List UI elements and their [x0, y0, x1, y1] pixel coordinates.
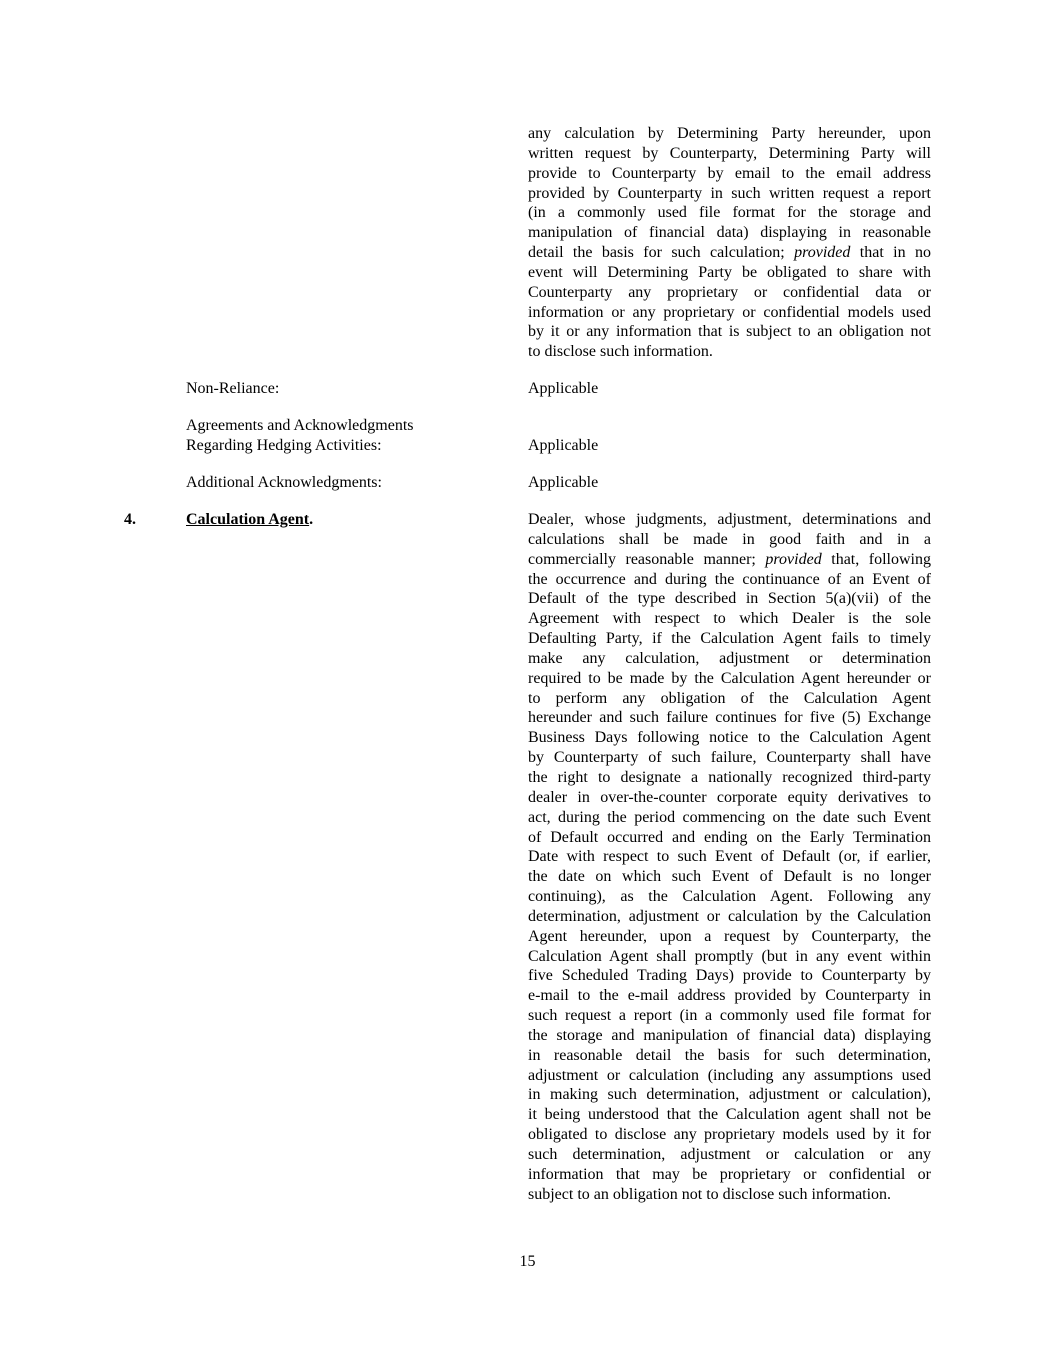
section-title-period: .: [309, 511, 314, 528]
calculation-agent-paragraph-line: act, during the period commencing on the date such Event: [528, 808, 931, 826]
page-number: 15: [519, 1253, 536, 1270]
calculation-agent-paragraph-line: Business Days following notice to the Calculation Agent: [528, 729, 931, 747]
calculation-agent-paragraph-line: determination, adjustment or calculation by the Calculation: [528, 907, 931, 925]
calculation-agent-paragraph-line: e-mail to the e-mail address provided by Counterparty in: [528, 987, 931, 1005]
calculation-agent-paragraph-line: in reasonable detail the basis for such determination,: [528, 1046, 931, 1064]
continued-paragraph: [528, 124, 931, 362]
continued-paragraph-line: event will Determining Party be obligated to share with: [528, 263, 931, 281]
calculation-agent-paragraph-line: Calculation Agent shall promptly (but in any event within: [528, 947, 931, 965]
italic-term: provided: [765, 550, 822, 568]
calculation-agent-paragraph-line: subject to an obligation not to disclose such information.: [528, 1185, 892, 1203]
continued-paragraph-line: any calculation by Determining Party hereunder, upon: [528, 125, 931, 142]
section-number: 4.: [124, 511, 136, 528]
calculation-agent-paragraph-line: Agent hereunder, upon a request by Counterparty, the: [528, 927, 931, 945]
calculation-agent-paragraph-line: the occurrence and during the continuance of an Event of: [528, 570, 931, 588]
calculation-agent-paragraph-line: Date with respect to such Event of Default (or, if earlier,: [528, 848, 931, 866]
calculation-agent-paragraph-line: by Counterparty of such failure, Counterparty shall have: [528, 749, 931, 767]
calculation-agent-paragraph-line: it being understood that the Calculation agent shall not be: [528, 1106, 931, 1124]
calculation-agent-paragraph-line: continuing), as the Calculation Agent. Following any: [528, 888, 931, 906]
calculation-agent-paragraph-line: adjustment or calculation (including any assumptions used: [528, 1066, 931, 1084]
calculation-agent-paragraph-line: to perform any obligation of the Calculation Agent: [528, 689, 931, 707]
continued-paragraph-line: detail the basis for such calculation; provided that in no: [528, 244, 932, 262]
calculation-agent-paragraph-line: the date on which such Event of Default is no longer: [528, 868, 931, 886]
continued-paragraph-line: written request by Counterparty, Determining Party will: [528, 144, 931, 162]
calculation-agent-paragraph-line: of Default occurred and ending on the Early Termination: [528, 828, 931, 846]
continued-paragraph-line: Counterparty any proprietary or confidential data or: [528, 283, 931, 301]
calculation-agent-paragraph-line: Dealer, whose judgments, adjustment, determinations and: [528, 511, 931, 528]
calculation-agent-paragraph-line: information that may be proprietary or confidential or: [528, 1165, 931, 1183]
section-title-text: Calculation Agent: [186, 511, 310, 528]
continued-paragraph-line: (in a commonly used file format for the storage and: [528, 204, 931, 222]
calculation-agent-paragraph-line: the storage and manipulation of financial data) displaying: [528, 1026, 931, 1044]
calculation-agent-paragraph-line: such request a report (in a commonly used file format for: [528, 1007, 931, 1025]
calculation-agent-paragraph-line: commercially reasonable manner; provided that, following: [528, 550, 931, 568]
calculation-agent-paragraph-line: such determination, adjustment or calculation or any: [528, 1146, 931, 1163]
term-label-non-reliance: Non-Reliance:: [186, 380, 280, 397]
term-value-non-reliance: Applicable: [528, 380, 599, 397]
calculation-agent-paragraph-line: dealer in over-the-counter corporate equity derivatives to: [528, 788, 931, 806]
continued-paragraph-line: to disclose such information.: [528, 343, 713, 361]
calculation-agent-paragraph-line: calculations shall be made in good faith and in a: [528, 530, 931, 548]
calculation-agent-paragraph-line: Defaulting Party, if the Calculation Agent fails to timely: [528, 630, 931, 648]
continued-paragraph-line: provided by Counterparty in such written request a report: [528, 184, 931, 202]
section-title: [186, 510, 313, 530]
calculation-agent-paragraph-line: make any calculation, adjustment or determination: [528, 649, 931, 667]
calculation-agent-paragraph-line: in making such determination, adjustment or calculation),: [528, 1086, 931, 1104]
calculation-agent-paragraph-line: Default of the type described in Section 5(a)(vii) of the: [528, 590, 931, 608]
italic-term: provided: [794, 244, 851, 262]
calculation-agent-paragraph-line: five Scheduled Trading Days) provide to Counterparty by: [528, 967, 931, 985]
calculation-agent-paragraph-line: hereunder and such failure continues for five (5) Exchange: [528, 709, 931, 727]
calculation-agent-paragraph-line: obligated to disclose any proprietary models used by it for: [528, 1126, 931, 1144]
term-value-additional-acknowledgments: Applicable: [528, 474, 599, 491]
term-label-hedging-line-1: Agreements and Acknowledgments: [186, 417, 414, 434]
calculation-agent-paragraph-line: the right to designate a nationally recognized third-party: [528, 768, 931, 786]
term-value-hedging: Applicable: [528, 437, 599, 454]
calculation-agent-paragraph-line: Agreement with respect to which Dealer is the sole: [528, 610, 931, 628]
calculation-agent-paragraph: [528, 510, 931, 1205]
continued-paragraph-line: information or any proprietary or confidential models used: [528, 303, 931, 321]
continued-paragraph-line: provide to Counterparty by email to the email address: [528, 164, 931, 182]
calculation-agent-paragraph-line: required to be made by the Calculation Agent hereunder or: [528, 669, 931, 687]
continued-paragraph-line: manipulation of financial data) displaying in reasonable: [528, 224, 931, 242]
term-label-hedging-line-2: Regarding Hedging Activities:: [186, 437, 382, 454]
term-label-additional-acknowledgments: Additional Acknowledgments:: [186, 474, 382, 491]
continued-paragraph-line: by it or any information that is subject to an obligation not: [528, 323, 931, 341]
